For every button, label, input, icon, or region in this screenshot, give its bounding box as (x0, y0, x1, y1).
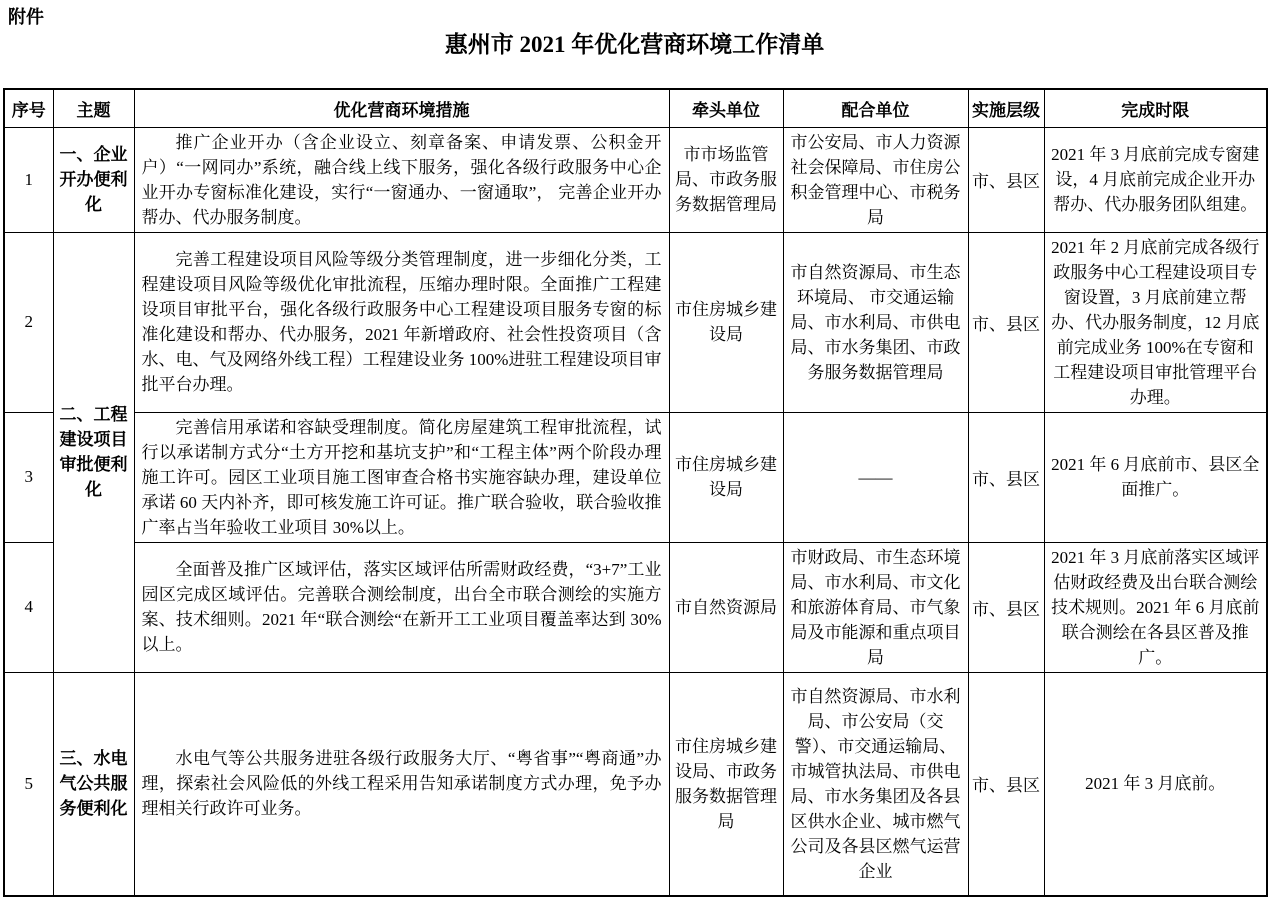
row4-support-units: 市财政局、市生态环境局、市水利局、市文化和旅游体育局、市气象局及市能源和重点项目局 (783, 542, 968, 672)
row3-no: 3 (4, 412, 53, 542)
row1-theme: 一、企业开办便利化 (53, 127, 134, 232)
row4-measure: 全面普及推广区域评估，落实区域评估所需财政经费，“3+7”工业园区完成区域评估。完善联合测绘制度，出台全市联合测绘的实施方案、技术细则。2021 年“联合测绘“在新开工工业项目覆盖率达到 30%以上。 (134, 542, 669, 672)
header-theme: 主题 (53, 89, 134, 127)
row5-lead-unit: 市住房城乡建设局、市政务服务数据管理局 (669, 672, 783, 896)
row1-level: 市、县区 (968, 127, 1044, 232)
row3-level: 市、县区 (968, 412, 1044, 542)
row2-no: 2 (4, 232, 53, 412)
row3-support-units: —— (783, 412, 968, 542)
table-row (4, 127, 1267, 232)
header-measure: 优化营商环境措施 (134, 89, 669, 127)
table-row (4, 672, 1267, 896)
header-deadline: 完成时限 (1044, 89, 1267, 127)
row2-deadline: 2021 年 2 月底前完成各级行政服务中心工程建设项目专窗设置，3 月底前建立帮办、代办服务制度，12 月底前完成业务 100%在专窗和工程建设项目审批管理平台办理。 (1044, 232, 1267, 412)
table-row (4, 412, 1267, 542)
header-support: 配合单位 (783, 89, 968, 127)
page-title: 惠州市 2021 年优化营商环境工作清单 (444, 32, 825, 57)
row5-support-units: 市自然资源局、市水利局、市公安局（交警）、市交通运输局、市城管执法局、市供电局、市水务集团及各县区供水企业、城市燃气公司及各县区燃气运营企业 (783, 672, 968, 896)
row2-level: 市、县区 (968, 232, 1044, 412)
header-level: 实施层级 (968, 89, 1044, 127)
row1-measure: 推广企业开办（含企业设立、刻章备案、申请发票、公积金开户）“一网同办”系统，融合线上线下服务，强化各级行政服务中心企业开办专窗标准化建设，实行“一窗通办、一窗通取”， 完善企业开办帮办、代办服务制度。 (134, 127, 669, 232)
theme-group-2: 二、工程建设项目审批便利化 (53, 232, 134, 672)
row1-deadline: 2021 年 3 月底前完成专窗建设，4 月底前完成企业开办帮办、代办服务团队组建。 (1044, 127, 1267, 232)
row4-no: 4 (4, 542, 53, 672)
row5-deadline: 2021 年 3 月底前。 (1044, 672, 1267, 896)
row5-measure: 水电气等公共服务进驻各级行政服务大厅、“粤省事”“粤商通”办理，探索社会风险低的外线工程采用告知承诺制度方式办理，免予办理相关行政许可业务。 (134, 672, 669, 896)
work-list-table (3, 88, 1268, 897)
row4-level: 市、县区 (968, 542, 1044, 672)
row3-deadline: 2021 年 6 月底前市、县区全面推广。 (1044, 412, 1267, 542)
row2-support-units: 市自然资源局、市生态环境局、 市交通运输局、市水利局、市供电局、市水务集团、市政务服务数据管理局 (783, 232, 968, 412)
row3-lead-unit: 市住房城乡建设局 (669, 412, 783, 542)
row5-theme: 三、水电气公共服务便利化 (53, 672, 134, 896)
row2-measure: 完善工程建设项目风险等级分类管理制度，进一步细化分类，工程建设项目风险等级优化审批流程，压缩办理时限。全面推广工程建设项目审批平台，强化各级行政服务中心工程建设项目服务专窗的标准化建设和帮办、代办服务，2021 年新增政府、社会性投资项目（含水、电、气及网络外线工程）工程建设业务 100%进驻工程建设项目审批平台办理。 (134, 232, 669, 412)
header-row (4, 89, 1267, 127)
row1-lead-unit: 市市场监管局、市政务服务数据管理局 (669, 127, 783, 232)
row4-lead-unit: 市自然资源局 (669, 542, 783, 672)
row2-lead-unit: 市住房城乡建设局 (669, 232, 783, 412)
row1-no: 1 (4, 127, 53, 232)
table-row (4, 542, 1267, 672)
table-row (4, 232, 1267, 412)
row5-no: 5 (4, 672, 53, 896)
attachment-label: 附件 (8, 7, 44, 27)
row1-support-units: 市公安局、市人力资源社会保障局、市住房公积金管理中心、市税务局 (783, 127, 968, 232)
row3-measure: 完善信用承诺和容缺受理制度。简化房屋建筑工程审批流程，试行以承诺制方式分“土方开挖和基坑支护”和“工程主体”两个阶段办理施工许可。园区工业项目施工图审查合格书实施容缺办理，建设单位承诺 60 天内补齐，即可核发施工许可证。推广联合验收，联合验收推广率占当年验收工业项目 30%以上。 (134, 412, 669, 542)
row5-level: 市、县区 (968, 672, 1044, 896)
row4-deadline: 2021 年 3 月底前落实区域评估财政经费及出台联合测绘技术规则。2021 年 6 月底前联合测绘在各县区普及推广。 (1044, 542, 1267, 672)
header-lead: 牵头单位 (669, 89, 783, 127)
header-no: 序号 (4, 89, 53, 127)
